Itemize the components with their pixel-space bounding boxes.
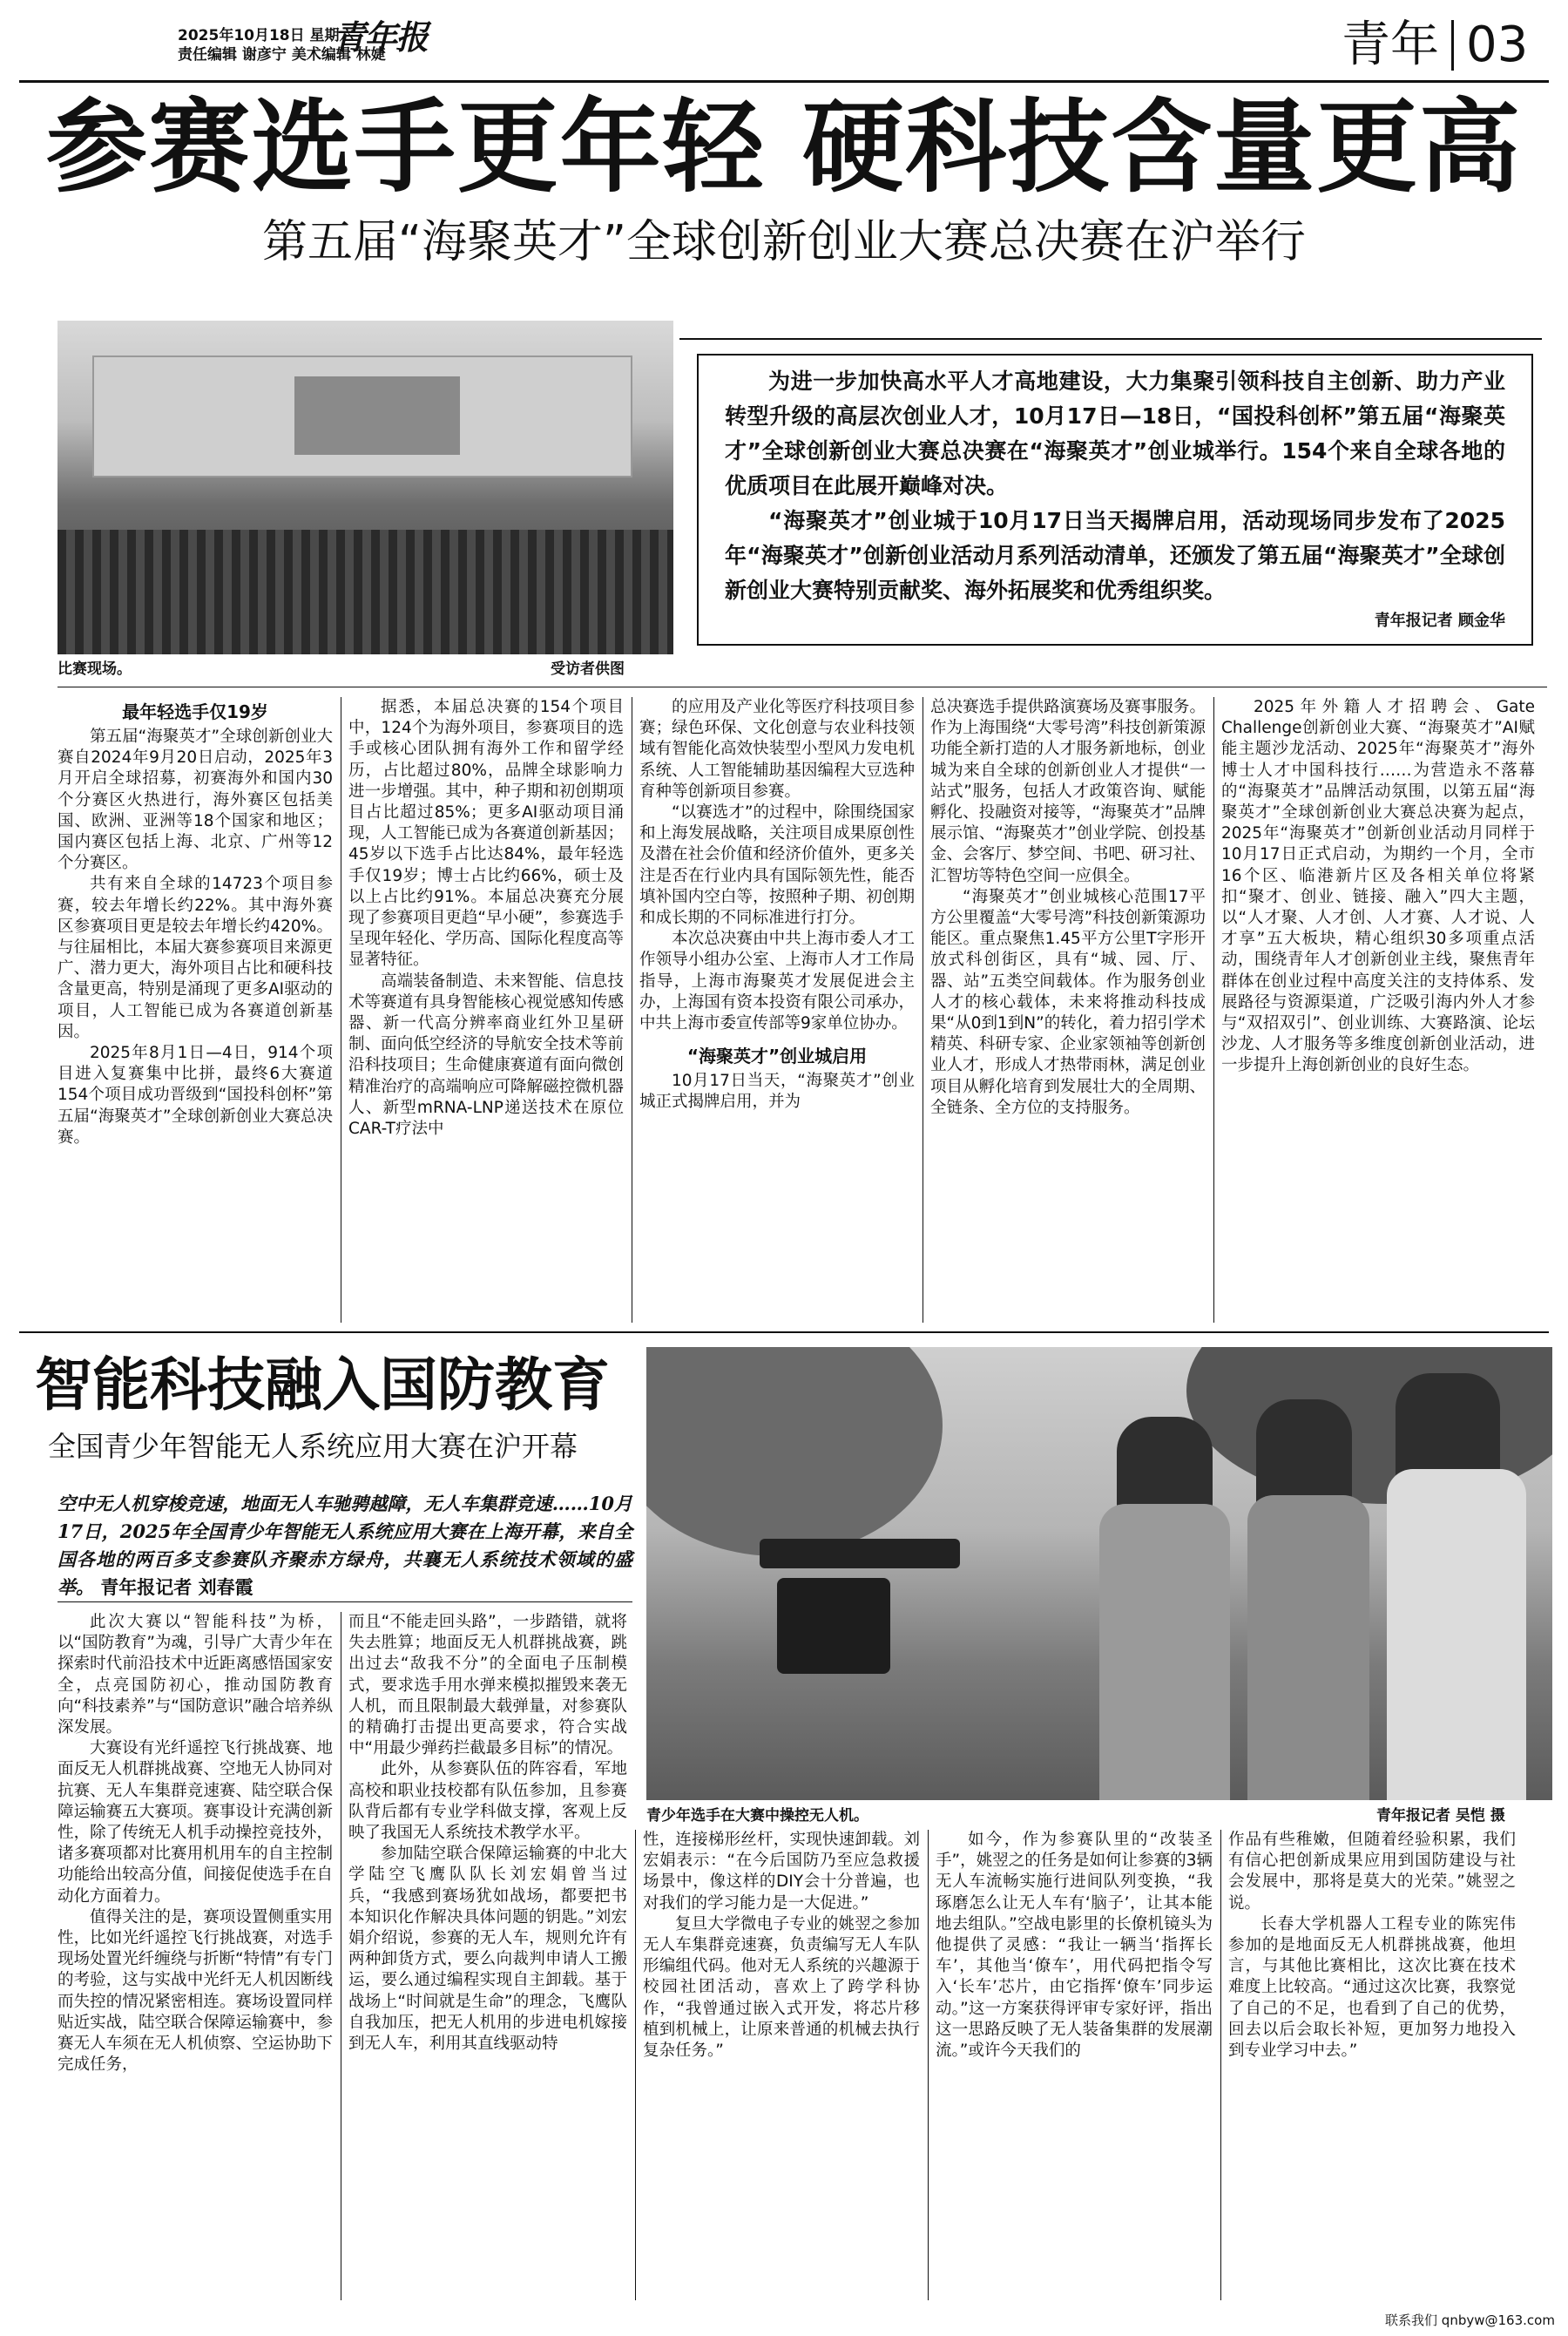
article2-column-5 xyxy=(1228,1830,1516,2300)
article1-headline: 参赛选手更年轻 硬科技含量更高 xyxy=(45,89,1523,207)
editors-credit: 责任编辑 谢彦宁 美术编辑 林婕 xyxy=(178,46,386,64)
column-rule xyxy=(635,1830,636,2300)
article2-lead-text: 空中无人机穿梭竞速，地面无人车驰骋越障，无人车集群竞速……10月17日，2025年全国青少年智能无人系统应用大赛在上海开幕，来自全国各地的两百多支参赛队齐聚赤方绿舟，共襄无人系统技术领域的盛举。 xyxy=(57,1493,632,1598)
body-paragraph: 大赛设有光纤遥控飞行挑战赛、地面反无人机群挑战赛、空地无人协同对抗赛、无人车集群竞速赛、陆空联合保障运输赛五大赛项。赛事设计充满创新性，除了传统无人机手动操控竞技外，诸多赛项都对比赛用机用车的自主控制功能给出较高分值，间接促使选手在自动化方面着力。 xyxy=(57,1739,333,1906)
section-tag xyxy=(1342,10,1528,80)
photo-drone-shape xyxy=(760,1539,960,1568)
body-paragraph: 10月17日当天，“海聚英才”创业城正式揭牌启用，并为 xyxy=(639,1072,915,1112)
body-paragraph: 值得关注的是，赛项设置侧重实用性，比如光纤遥控飞行挑战赛，对选手现场处置光纤缠绕与折断“特情”有专门的考验，这与实战中光纤无人机因断线而失控的情况紧密相连。赛场设置同样贴近实战，陆空联合保障运输赛中，参赛无人车须在无人机侦察、空运协助下完成任务， xyxy=(57,1907,333,2075)
body-paragraph: 的应用及产业化等医疗科技项目参赛；绿色环保、文化创意与农业科技领域有智能化高效快装型小型风力发电机系统、人工智能辅助基因编程大豆选种育种等创新项目参赛。 xyxy=(639,698,915,801)
photo-audience-shape xyxy=(57,530,673,654)
body-paragraph: 参加陆空联合保障运输赛的中北大学陆空飞鹰队队长刘宏娟曾当过兵，“我感到赛场犹如战场，都要把书本知识化作解决具体问题的钥匙。”刘宏娟介绍说，参赛的无人车，规则允许有两种卸货方式，要么向裁判申请人工搬运，要么通过编程实现自主卸载。基于战场上“时间就是生命”的理念，飞鹰队自我加压，把无人机用的步进电机嫁接到无人车，利用其直线驱动特 xyxy=(348,1845,627,2054)
intro-paragraph: 为进一步加快高水平人才高地建设，大力集聚引领科技自主创新、助力产业转型升级的高层次创业人才，10月17日—18日，“国投科创杯”第五届“海聚英才”全球创新创业大赛总决赛在“海聚英才”创业城举行。154个来自全球各地的优质项目在此展开巅峰对决。 xyxy=(725,369,1505,498)
photo-person-shirt-shape xyxy=(1247,1495,1369,1800)
body-paragraph: 此外，从参赛队伍的阵容看，军地高校和职业技校都有队伍参加，且参赛队背后都有专业学科做支撑，客观上反映了我国无人系统技术教学水平。 xyxy=(348,1760,627,1843)
issue-date: 2025年10月18日 星期六 xyxy=(178,27,355,44)
body-paragraph: “海聚英才”创业城核心范围17平方公里覆盖“大零号湾”科技创新策源功能区。重点聚焦1.45平方公里T字形开放式科创街区，具有“城、园、厅、器、站”五类空间载体。作为服务创业人才的核心载体，未来将推动科技成果“从0到1到N”的转化，着力招引学术精英、科研专家、企业家领袖等创新创业人才，形成人才热带雨林，满足创业项目从孵化培育到发展壮大的全周期、全链条、全方位的支持服务。 xyxy=(930,887,1206,1117)
body-paragraph: 共有来自全球的14723个项目参赛，较去年增长约22%。其中海外赛区参赛项目更是较去年增长约420%。与往届相比，本届大赛参赛项目来源更广、潜力更大，海外项目占比和硬科技含量更高，特别是涌现了更多AI驱动的项目，人工智能已成为各赛道创新基因。 xyxy=(57,875,333,1041)
section-divider xyxy=(1451,20,1454,71)
article1-column-2 xyxy=(348,697,624,1324)
article-separator xyxy=(19,1331,1549,1333)
article1-subhead: 第五届“海聚英才”全球创新创业大赛总决赛在沪举行 xyxy=(262,216,1306,268)
body-paragraph: 据悉，本届总决赛的154个项目中，124个为海外项目，参赛项目的选手或核心团队拥有海外工作和留学经历，占比超过80%，品牌全球影响力进一步增强。其中，种子期和初创期项目占比超过85%；更多AI驱动项目涌现，人工智能已成为各赛道创新基因；45岁以下选手占比达84%，最年轻选手仅19岁；博士占比约66%，硕士及以上占比约91%。本届总决赛充分展现了参赛项目更趋“早小硬”，参赛选手呈现年轻化、学历高、国际化程度高等显著特征。 xyxy=(348,698,624,970)
article2-column-4 xyxy=(936,1830,1213,2300)
article1-column-5 xyxy=(1221,697,1535,1324)
article1-photo-caption: 比赛现场。 xyxy=(57,660,132,678)
article1-subheading: 最年轻选手仅19岁 xyxy=(122,701,268,722)
column-rule xyxy=(928,1830,929,2300)
column-rule xyxy=(1220,1830,1221,2300)
body-paragraph: 2025年8月1日—4日，914个项目进入复赛集中比拼，最终6大赛道154个项目成功晋级到“国投科创杯”第五届“海聚英才”全球创新创业大赛总决赛。 xyxy=(57,1044,333,1147)
body-paragraph: 第五届“海聚英才”全球创新创业大赛自2024年9月20日启动，2025年3月开启全球招募，初赛海外和国内30个分赛区火热进行，海外赛区包括美国、欧洲、亚洲等18个国家和地区；国内赛区包括上海、北京、广州等12个分赛区。 xyxy=(57,728,333,873)
photo-person-shirt-shape xyxy=(1387,1469,1526,1800)
body-paragraph: 如今，作为参赛队里的“改装圣手”，姚翌之的任务是如何让参赛的3辆无人车流畅实施行进间队列变换，“我琢磨怎么让无人车有‘脑子’，让其本能地去组队。”空战电影里的长僚机镜头为他提供了灵感：“我让一辆当‘指挥长车’，其他当‘僚车’，用代码把指令写入‘长车’芯片，由它指挥‘僚车’同步运动。”这一方案获得评审专家好评，指出这一思路反映了无人装备集群的发展潮流。”或许今天我们的 xyxy=(936,1831,1213,2061)
body-paragraph: 高端装备制造、未来智能、信息技术等赛道有具身智能核心视觉感知传感器、新一代高分辨率商业红外卫星研制、面向低空经济的导航安全技术等前沿科技项目；生命健康赛道有面向微创精准治疗的高端响应可降解磁控微机器人、新型mRNA-LNP递送技术在原位CAR-T疗法中 xyxy=(348,972,624,1139)
body-paragraph: 而且“不能走回头路”，一步踏错，就将失去胜算；地面反无人机群挑战赛，跳出过去“敌我不分”的全面电子压制模式，要求选手用水弹来模拟摧毁来袭无人机，而且限制最大载弹量，对参赛队的精确打击提出更高要求，符合实战中“用最少弹药拦截最多目标”的情况。 xyxy=(348,1613,627,1758)
article1-column-1 xyxy=(57,697,333,1324)
divider xyxy=(57,1601,632,1602)
body-paragraph: 复旦大学微电子专业的姚翌之参加无人车集群竞速赛，负责编写无人车队形编组代码。他对无人系统的兴趣源于校园社团活动，喜欢上了跨学科协作，“我曾通过嵌入式开发，将芯片移植到机械上，让原来普通的机械去执行复杂任务。” xyxy=(643,1914,920,2061)
article2-column-1 xyxy=(57,1612,333,2300)
article2-column-3 xyxy=(643,1830,920,2300)
article2-byline: 青年报记者 刘春霞 xyxy=(100,1577,253,1598)
article2-subhead: 全国青少年智能无人系统应用大赛在沪开幕 xyxy=(48,1430,578,1463)
photo-person-shirt-shape xyxy=(1099,1504,1230,1800)
body-paragraph: 2025年外籍人才招聘会、Gate Challenge创新创业大赛、“海聚英才”AI赋能主题沙龙活动、2025年“海聚英才”海外博士人才中国科技行……为营造永不落幕的“海聚英才”品牌活动氛围，以第五届“海聚英才”全球创新创业大赛总决赛为起点，2025年“海聚英才”创新创业活动月同样于10月17日正式启动，为期约一个月，全市16个区、临港新片区及各相关单位将紧扣“聚才、创业、链接、融入”四大主题，以“人才聚、人才创、人才赛、人才说、人才享”五大板块，精心组织30多项重点活动，围绕青年人才创新创业主线，聚焦青年群体在创业过程中高度关注的支持体系、发展路径与资源渠道，广泛吸引海内外人才参与“双招双引”、创业训练、大赛路演、论坛沙龙、人才服务等多维度创新创业活动，进一步提升上海创新创业的良好生态。 xyxy=(1221,698,1535,1075)
body-paragraph: 长春大学机器人工程专业的陈宪伟参加的是地面反无人机群挑战赛，他坦言，与其他比赛相比，这次比赛在技术难度上比较高。“通过这次比赛，我察觉了自己的不足，也看到了自己的优势，回去以后会取长补短，更加努力地投入到专业学习中去。” xyxy=(1228,1914,1516,2061)
footer-contact-email[interactable]: qnbyw@163.com xyxy=(1441,2312,1555,2328)
footer-contact xyxy=(1385,2311,1555,2329)
article1-intro-box xyxy=(697,354,1533,646)
article1-byline: 青年报记者 顾金华 xyxy=(1374,612,1505,630)
column-rule xyxy=(1213,697,1214,1323)
newspaper-logo: 青年报 xyxy=(333,17,428,57)
article2-photo-credit: 青年报记者 吴恺 摄 xyxy=(1376,1807,1505,1825)
article1-column-4 xyxy=(930,697,1206,1324)
photo-tree-shape xyxy=(646,1347,943,1556)
body-paragraph: “以赛选才”的过程中，除围绕国家和上海发展战略，关注项目成果原创性及潜在社会价值和经济价值外，更多关注是否在行业内具有国际领先性，能否填补国内空白等，按照种子期、初创期和成长期的不同标准进行打分。 xyxy=(639,803,915,928)
body-paragraph: 本次总决赛由中共上海市委人才工作领导小组办公室、上海市人才工作局指导，上海市海聚英才发展促进会主办，上海国有资本投资有限公司承办，中共上海市委宣传部等9家单位协办。 xyxy=(639,930,915,1033)
article2-lead xyxy=(57,1490,632,1601)
article2-headline: 智能科技融入国防教育 xyxy=(35,1351,610,1419)
photo-screen-shape xyxy=(294,376,460,455)
article1-photo-credit: 受访者供图 xyxy=(551,660,625,678)
body-paragraph: 作品有些稚嫩，但随着经验积累，我们有信心把创新成果应用到国防建设与社会发展中，那将是莫大的光荣。”姚翌之说。 xyxy=(1228,1831,1516,1913)
article1-column-3 xyxy=(639,697,915,1324)
intro-paragraph: “海聚英才”创业城于10月17日当天揭牌启用，活动现场同步发布了2025年“海聚英才”创新创业活动月系列活动清单，还颁发了第五届“海聚英才”全球创新创业大赛特别贡献奖、海外拓展奖和优秀组织奖。 xyxy=(725,508,1505,603)
section-name: 青年 xyxy=(1342,17,1439,73)
article2-column-2 xyxy=(348,1612,627,2300)
footer-contact-label: 联系我们 xyxy=(1385,2312,1438,2328)
article1-subheading-2: “海聚英才”创业城启用 xyxy=(686,1046,868,1067)
photo-stage-shape xyxy=(92,355,632,477)
article2-photo xyxy=(646,1347,1552,1800)
body-paragraph: 此次大赛以“智能科技”为桥，以“国防教育”为魂，引导广大青少年在探索时代前沿技术中近距离感悟国家安全，点亮国防初心，推动国防教育向“科技素养”与“国防意识”融合培养纵深发展。 xyxy=(57,1613,333,1737)
article1-photo xyxy=(57,321,673,654)
intro-frame-line xyxy=(679,338,1542,340)
article2-photo-caption: 青少年选手在大赛中操控无人机。 xyxy=(646,1807,868,1825)
header-rule xyxy=(19,80,1549,83)
body-paragraph: 总决赛选手提供路演赛场及赛事服务。作为上海围绕“大零号湾”科技创新策源功能全新打造的人才服务新地标，创业城为来自全球的创新创业人才提供“一站式”服务，包括人才政策咨询、赋能孵化、投融资对接等，“海聚英才”品牌展示馆、“海聚英才”创业学院、创投基金、会客厅、梦空间、书吧、研习社、汇智坊等特色空间一应俱全。 xyxy=(930,698,1206,885)
body-paragraph: 性，连接梯形丝杆，实现快速卸载。刘宏娟表示：“在今后国防乃至应急救援场景中，像这样的DIY会十分普遍，也对我们的学习能力是一大促进。” xyxy=(643,1831,920,1913)
photo-drone-payload-shape xyxy=(777,1578,890,1674)
page-number: 03 xyxy=(1466,17,1529,73)
